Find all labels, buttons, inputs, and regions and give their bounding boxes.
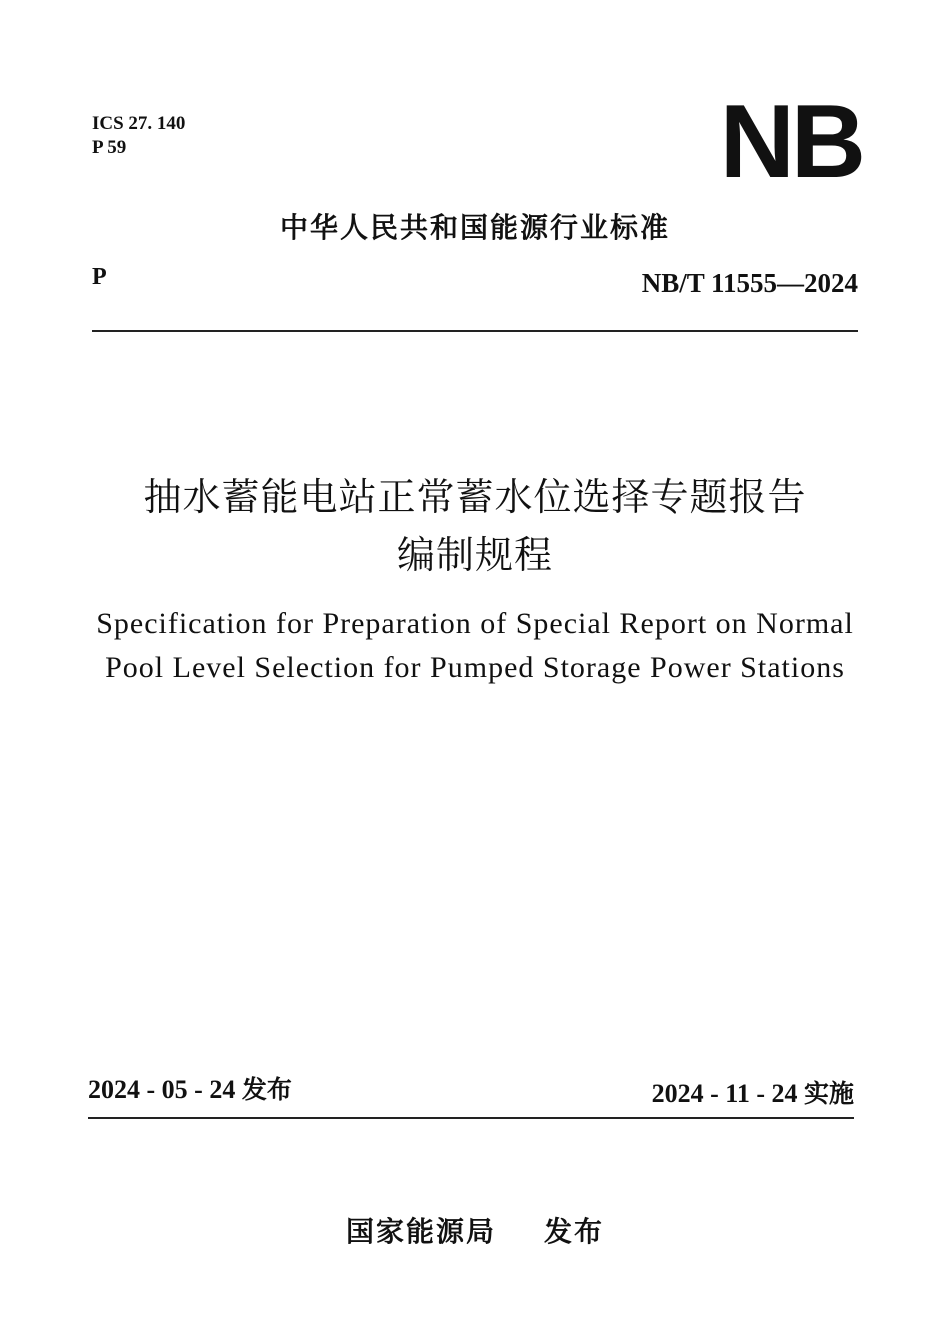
publisher-name: 国家能源局 — [345, 1215, 496, 1248]
standard-category: P — [92, 264, 107, 290]
implement-date — [652, 1074, 854, 1110]
issue-date — [88, 1070, 292, 1106]
issue-date-value: 2024 - 05 - 24 — [88, 1075, 236, 1104]
standard-name-cn: 中华人民共和国能源行业标准 — [279, 211, 670, 244]
publish-label: 发布 — [544, 1215, 605, 1248]
footer-divider — [88, 1117, 854, 1119]
implement-date-label: 实施 — [803, 1079, 854, 1108]
classification-codes — [92, 112, 185, 160]
title-cn-line2: 编制规程 — [396, 533, 553, 577]
document-title-en — [60, 602, 890, 690]
nb-logo: NB — [719, 84, 862, 200]
implement-date-value: 2024 - 11 - 24 — [651, 1079, 798, 1108]
publisher-line — [0, 1210, 950, 1250]
class-code: P 59 — [92, 137, 127, 158]
header-divider — [92, 330, 858, 332]
title-en-line1: Specification for Preparation of Special Report on Normal — [96, 607, 854, 640]
title-cn-line1: 抽水蓄能电站正常蓄水位选择专题报告 — [143, 475, 807, 519]
standard-number: NB/T 11555—2024 — [641, 268, 858, 298]
issue-date-label: 发布 — [241, 1075, 292, 1104]
ics-code: ICS 27. 140 — [92, 113, 186, 134]
title-en-line2: Pool Level Selection for Pumped Storage Power Stations — [105, 651, 845, 684]
document-title-cn — [0, 468, 950, 584]
